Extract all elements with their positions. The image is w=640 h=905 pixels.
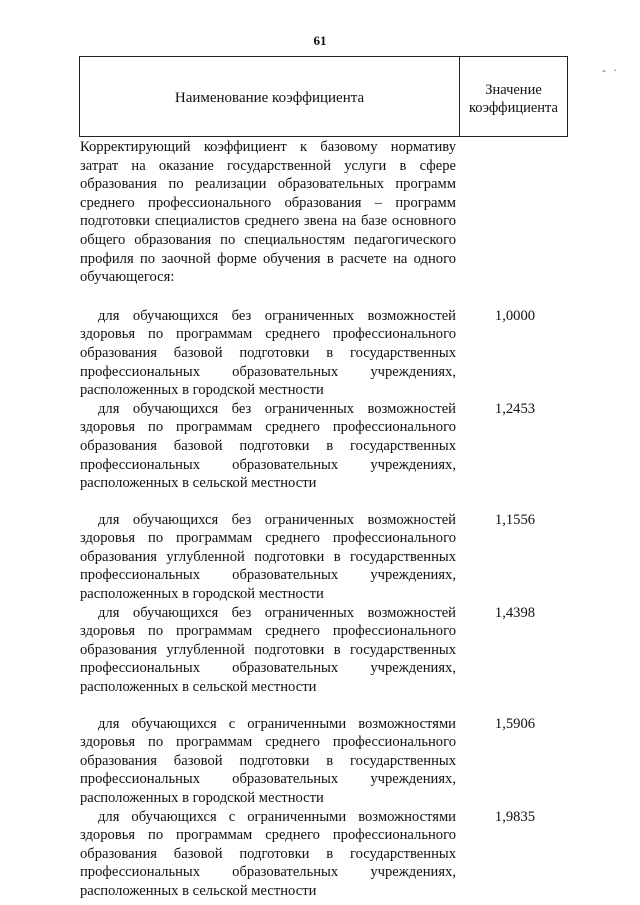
table-header (79, 56, 568, 137)
row-description: для обучающихся без ограниченных возможностей здоровья по программам среднего профессионального образования базовой подготовки в государственных профессиональных образовательных учреждениях, расположенных в городской местности (80, 307, 456, 399)
coefficient-table-body (80, 138, 568, 901)
intro-paragraph: Корректирующий коэффициент к базовому нормативу затрат на оказание государственной услуги в сфере образования по реализации образовательных программ среднего профессионального образования – программ подготовки специалистов среднего звена на базе основного общего образования по специальностям педагогического профиля по заочной форме обучения в расчете на одного обучающегося: (80, 139, 456, 286)
table-row (80, 715, 568, 808)
row-value: 1,0000 (494, 307, 536, 324)
row-description: для обучающихся с ограниченными возможностями здоровья по программам среднего профессионального образования базовой подготовки в государственных профессиональных образовательных учреждениях, расположенных в городской местности (80, 715, 456, 806)
table-row (80, 808, 568, 901)
row-description: для обучающихся без ограниченных возможностей здоровья по программам среднего профессионального образования углубленной подготовки в государственных профессиональных образовательных учреждениях, расположенных в городской местности (80, 511, 456, 603)
row-description: для обучающихся без ограниченных возможностей здоровья по программам среднего профессионального образования базовой подготовки в государственных профессиональных образовательных учреждениях, расположенных в сельской местности (80, 400, 456, 492)
row-description: для обучающихся без ограниченных возможностей здоровья по программам среднего профессионального образования углубленной подготовки в государственных профессиональных образовательных учреждениях, расположенных в сельской местности (80, 604, 456, 696)
row-value: 1,2453 (494, 400, 536, 417)
table-row (80, 400, 568, 493)
table-row (80, 604, 568, 697)
table-row (80, 511, 568, 604)
row-value: 1,4398 (494, 604, 536, 621)
row-value: 1,1556 (494, 511, 536, 528)
row-description: для обучающихся с ограниченными возможностями здоровья по программам среднего профессионального образования базовой подготовки в государственных профессиональных образовательных учреждениях, расположенных в сельской местности (80, 808, 456, 899)
margin-mark: - · (602, 63, 619, 77)
header-value-line2: коэффициента (468, 99, 558, 116)
row-value: 1,5906 (494, 715, 536, 732)
header-value-line1: Значение (485, 81, 542, 98)
table-row (80, 307, 568, 400)
header-value-column (460, 57, 567, 136)
header-name-column: Наименование коэффициента (80, 57, 460, 136)
page-number: 61 (313, 33, 327, 48)
row-value: 1,9835 (494, 808, 536, 825)
